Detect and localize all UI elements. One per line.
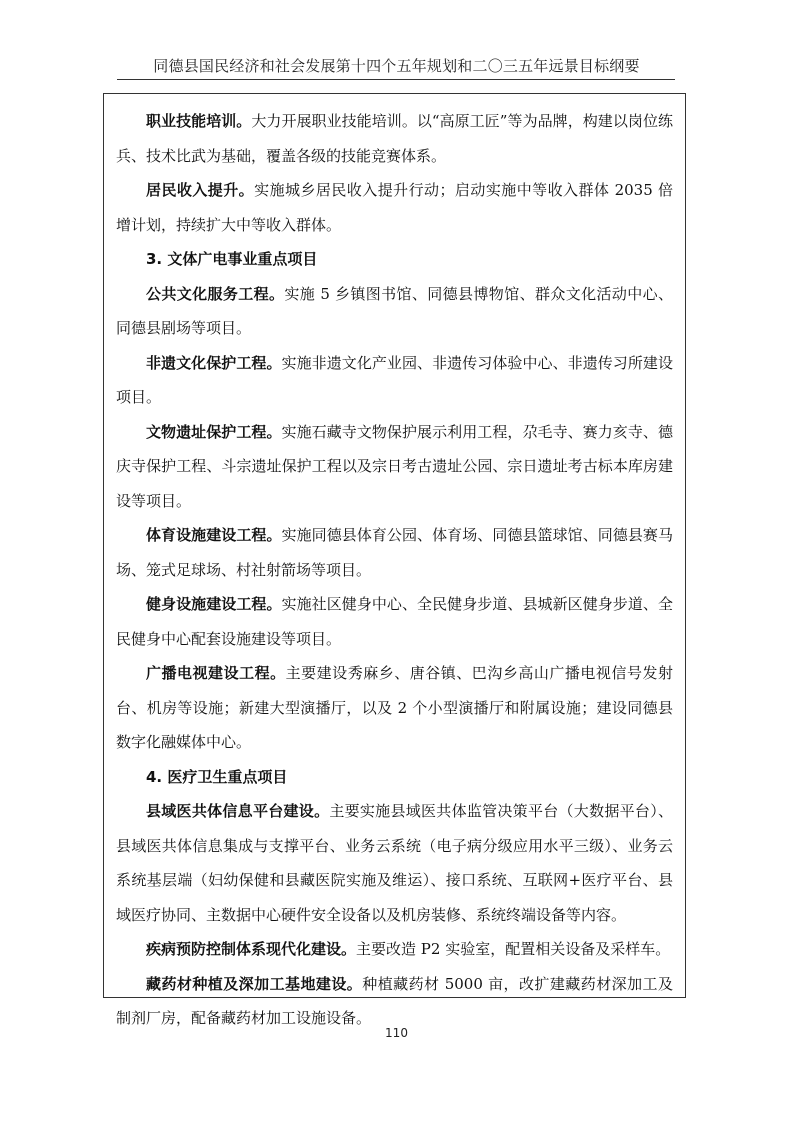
- paragraph-intangible-heritage: [116, 346, 673, 415]
- paragraph-text: 主要改造 P2 实验室，配置相关设备及采样车。: [356, 940, 671, 958]
- section-heading-medical: 4. 医疗卫生重点项目: [146, 767, 288, 786]
- paragraph-lead: 健身设施建设工程。: [146, 595, 282, 613]
- header-divider: [117, 79, 675, 80]
- paragraph-lead: 居民收入提升。: [146, 181, 255, 199]
- section-heading-culture-sports: 3. 文体广电事业重点项目: [146, 250, 318, 268]
- paragraph-text: 实施石藏寺文物保护展示利用工程，尕毛寺、赛力亥寺、德庆寺保护工程、斗宗遗址保护工程以及宗日考古遗址公园、宗日遗址考古标本库房建设等项目。: [116, 422, 673, 510]
- paragraph-medical-platform: [116, 794, 673, 932]
- paragraph-text: 种植藏药材 5000 亩，改扩建藏药材深加工及制剂厂房，配备藏药材加工设施设备。: [116, 974, 673, 1027]
- paragraph-text: 主要实施县域医共体监管决策平台（大数据平台）、县域医共体信息集成与支撑平台、业务云系统（电子病分级应用水平三级）、业务云系统基层端（妇幼保健和县藏医院实施及维运）、接口系统、互联网+医疗平台、县域医疗协同、主数据中心硬件安全设备以及机房装修、系统终端设备等内容。: [116, 802, 673, 924]
- paragraph-lead: 疾病预防控制体系现代化建设。: [146, 940, 357, 958]
- page-number: 110: [385, 1026, 408, 1040]
- paragraph-text: 实施同德县体育公园、体育场、同德县篮球馆、同德县赛马场、笼式足球场、村社射箭场等项目。: [116, 526, 673, 579]
- paragraph-lead: 体育设施建设工程。: [146, 526, 282, 544]
- content-table-cell: [103, 93, 686, 1027]
- paragraph-lead: 藏药材种植及深加工基地建设。: [146, 974, 363, 993]
- paragraph-text: 主要建设秀麻乡、唐谷镇、巴沟乡高山广播电视信号发射台、机房等设施；新建大型演播厅，以及 2 个小型演播厅和附属设施；建设同德县数字化融媒体中心。: [116, 664, 673, 751]
- paragraph-lead: 公共文化服务工程。: [146, 284, 285, 303]
- paragraph-fitness-facilities: [116, 587, 673, 656]
- running-header: 同德县国民经济和社会发展第十四个五年规划和二〇三五年远景目标纲要: [153, 57, 640, 75]
- paragraph-income-increase: [116, 173, 673, 242]
- paragraph-vocational-training: [116, 104, 673, 173]
- paragraph-text: 实施非遗文化产业园、非遗传习体验中心、非遗传习所建设项目。: [116, 353, 673, 406]
- paragraph-text: 大力开展职业技能培训。以“高原工匠”等为品牌，构建以岗位练兵、技术比武为基础，覆盖各级的技能竞赛体系。: [116, 112, 673, 165]
- paragraph-text: 实施 5 乡镇图书馆、同德县博物馆、群众文化活动中心、同德县剧场等项目。: [116, 284, 673, 337]
- paragraph-lead: 非遗文化保护工程。: [146, 353, 282, 372]
- paragraph-lead: 文物遗址保护工程。: [146, 422, 282, 441]
- paragraph-text: 实施社区健身中心、全民健身步道、县城新区健身步道、全民健身中心配套设施建设等项目。: [116, 595, 673, 648]
- paragraph-lead: 广播电视建设工程。: [146, 664, 286, 682]
- paragraph-lead: 县域医共体信息平台建设。: [146, 802, 330, 820]
- paragraph-relic-protection: [116, 415, 673, 519]
- paragraph-public-culture: [116, 277, 673, 346]
- paragraph-broadcasting: [116, 656, 673, 760]
- paragraph-sports-facilities: [116, 518, 673, 587]
- paragraph-lead: 职业技能培训。: [146, 112, 252, 130]
- paragraph-disease-control: [116, 932, 673, 967]
- paragraph-text: 实施城乡居民收入提升行动；启动实施中等收入群体 2035 倍增计划，持续扩大中等收入群体。: [116, 181, 673, 234]
